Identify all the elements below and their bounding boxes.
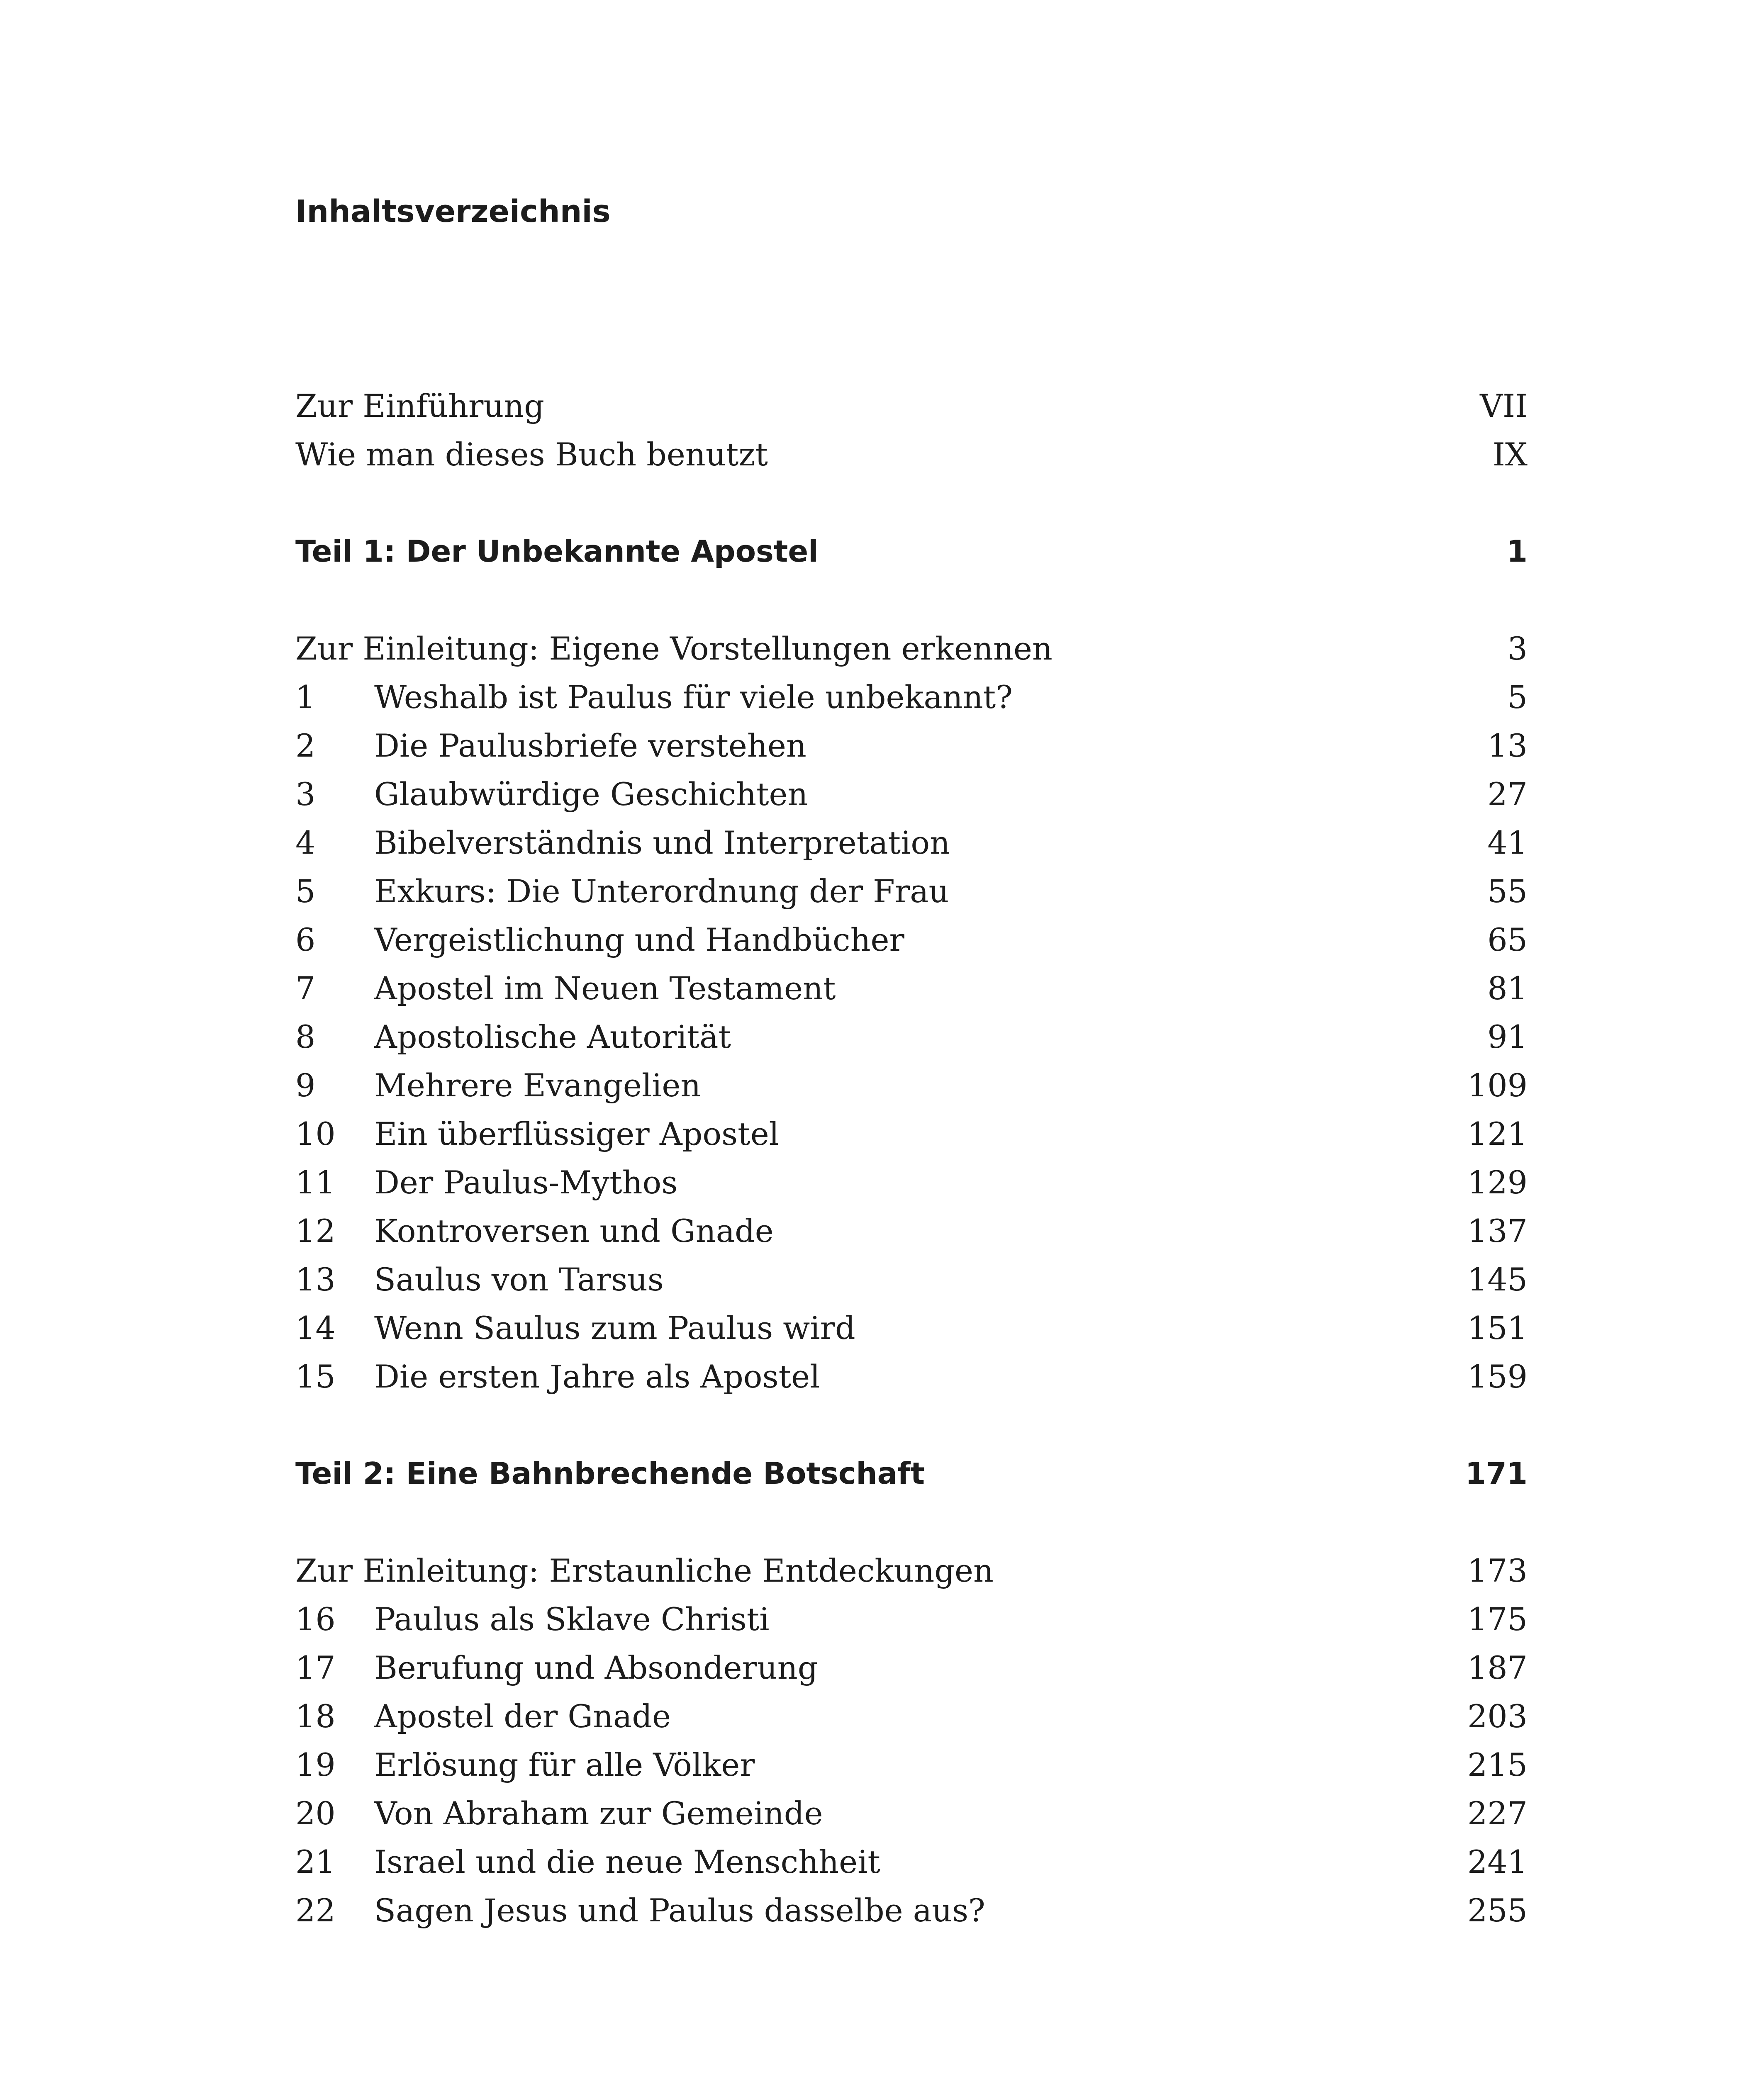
entry-page: 3: [1507, 630, 1528, 667]
chapter-number: 6: [295, 921, 316, 958]
chapter-page: 137: [1467, 1212, 1528, 1249]
chapter-title: Glaubwürdige Geschichten: [374, 776, 808, 813]
chapter-page: 27: [1487, 776, 1528, 813]
chapter-number: 18: [295, 1698, 336, 1735]
page-title: Inhaltsverzeichnis: [295, 194, 611, 229]
chapter-title: Mehrere Evangelien: [374, 1067, 701, 1104]
toc-entry-part-2-intro: [295, 1546, 1528, 1595]
chapter-number: 16: [295, 1601, 336, 1638]
chapter-title: Die Paulusbriefe verstehen: [374, 727, 806, 764]
toc-chapter-row: [295, 1352, 1528, 1401]
entry-title: Zur Einleitung: Erstaunliche Entdeckungen: [295, 1552, 994, 1589]
chapter-page: 129: [1467, 1164, 1528, 1201]
chapter-page: 151: [1467, 1310, 1528, 1346]
chapter-number: 21: [295, 1843, 336, 1880]
spacer: [295, 1498, 1528, 1546]
toc-part-2-heading: [295, 1449, 1528, 1498]
chapter-title: Ein überflüssiger Apostel: [374, 1115, 779, 1152]
part-page: 171: [1465, 1456, 1528, 1491]
toc-chapter-row: [295, 721, 1528, 770]
chapter-title: Berufung und Absonderung: [374, 1649, 818, 1686]
toc-chapter-row: [295, 1643, 1528, 1692]
chapter-title: Apostel im Neuen Testament: [374, 970, 836, 1007]
toc-chapter-row: [295, 1692, 1528, 1741]
toc-chapter-row: [295, 1838, 1528, 1886]
chapter-number: 12: [295, 1212, 336, 1249]
chapter-number: 22: [295, 1892, 336, 1929]
chapter-title: Erlösung für alle Völker: [374, 1746, 755, 1783]
chapter-title: Die ersten Jahre als Apostel: [374, 1358, 820, 1395]
toc-chapter-row: [295, 1595, 1528, 1643]
toc-chapter-row: [295, 1789, 1528, 1838]
chapter-page: 109: [1467, 1067, 1528, 1104]
table-of-contents: [295, 382, 1528, 1935]
chapter-title: Israel und die neue Menschheit: [374, 1843, 880, 1880]
toc-chapter-row: [295, 867, 1528, 915]
chapter-page: 187: [1467, 1649, 1528, 1686]
toc-chapter-row: [295, 1304, 1528, 1352]
chapter-page: 203: [1467, 1698, 1528, 1735]
chapter-number: 5: [295, 873, 316, 910]
chapter-page: 13: [1487, 727, 1528, 764]
part-page: 1: [1506, 534, 1528, 569]
entry-title: Zur Einführung: [295, 387, 544, 424]
entry-title: Wie man dieses Buch benutzt: [295, 436, 768, 473]
chapter-title: Von Abraham zur Gemeinde: [374, 1795, 823, 1832]
chapter-title: Exkurs: Die Unterordnung der Frau: [374, 873, 949, 910]
toc-chapter-row: [295, 673, 1528, 721]
part-2-chapter-list: [295, 1595, 1528, 1935]
spacer: [295, 479, 1528, 527]
chapter-title: Paulus als Sklave Christi: [374, 1601, 770, 1638]
chapter-page: 175: [1467, 1601, 1528, 1638]
toc-chapter-row: [295, 818, 1528, 867]
entry-page: 173: [1467, 1552, 1528, 1589]
toc-chapter-row: [295, 964, 1528, 1013]
spacer: [295, 576, 1528, 624]
toc-chapter-row: [295, 1061, 1528, 1110]
toc-chapter-row: [295, 1207, 1528, 1255]
chapter-page: 227: [1467, 1795, 1528, 1832]
toc-entry-part-1-intro: [295, 624, 1528, 673]
chapter-title: Apostel der Gnade: [374, 1698, 671, 1735]
chapter-number: 20: [295, 1795, 336, 1832]
chapter-number: 19: [295, 1746, 336, 1783]
chapter-number: 2: [295, 727, 316, 764]
toc-chapter-row: [295, 1013, 1528, 1061]
toc-entry-introduction: [295, 382, 1528, 430]
chapter-page: 91: [1487, 1018, 1528, 1055]
entry-page: IX: [1492, 436, 1528, 473]
toc-chapter-row: [295, 1741, 1528, 1789]
chapter-page: 159: [1467, 1358, 1528, 1395]
chapter-number: 1: [295, 679, 316, 716]
chapter-title: Weshalb ist Paulus für viele unbekannt?: [374, 679, 1013, 716]
chapter-page: 215: [1467, 1746, 1528, 1783]
toc-chapter-row: [295, 770, 1528, 818]
chapter-title: Wenn Saulus zum Paulus wird: [374, 1310, 855, 1346]
chapter-number: 13: [295, 1261, 336, 1298]
part-title: Teil 2: Eine Bahnbrechende Botschaft: [295, 1456, 925, 1491]
part-title: Teil 1: Der Unbekannte Apostel: [295, 534, 819, 569]
toc-chapter-row: [295, 1255, 1528, 1304]
part-1-chapter-list: [295, 673, 1528, 1401]
toc-chapter-row: [295, 915, 1528, 964]
spacer: [295, 1401, 1528, 1449]
entry-page: VII: [1480, 387, 1528, 424]
chapter-page: 81: [1487, 970, 1528, 1007]
toc-chapter-row: [295, 1158, 1528, 1207]
toc-chapter-row: [295, 1886, 1528, 1935]
chapter-number: 14: [295, 1310, 336, 1346]
entry-title: Zur Einleitung: Eigene Vorstellungen erkennen: [295, 630, 1053, 667]
chapter-page: 145: [1467, 1261, 1528, 1298]
chapter-page: 5: [1507, 679, 1528, 716]
chapter-title: Saulus von Tarsus: [374, 1261, 664, 1298]
chapter-title: Kontroversen und Gnade: [374, 1212, 774, 1249]
chapter-page: 55: [1487, 873, 1528, 910]
chapter-title: Vergeistlichung und Handbücher: [374, 921, 904, 958]
chapter-title: Der Paulus-Mythos: [374, 1164, 678, 1201]
chapter-title: Bibelverständnis und Interpretation: [374, 824, 950, 861]
toc-part-1-heading: [295, 527, 1528, 576]
chapter-number: 10: [295, 1115, 336, 1152]
chapter-number: 3: [295, 776, 316, 813]
chapter-page: 41: [1487, 824, 1528, 861]
chapter-number: 9: [295, 1067, 316, 1104]
chapter-number: 17: [295, 1649, 336, 1686]
chapter-title: Apostolische Autorität: [374, 1018, 731, 1055]
toc-chapter-row: [295, 1110, 1528, 1158]
chapter-page: 255: [1467, 1892, 1528, 1929]
toc-entry-how-to-use: [295, 430, 1528, 479]
chapter-page: 65: [1487, 921, 1528, 958]
chapter-number: 15: [295, 1358, 336, 1395]
chapter-number: 7: [295, 970, 316, 1007]
chapter-title: Sagen Jesus und Paulus dasselbe aus?: [374, 1892, 985, 1929]
chapter-number: 11: [295, 1164, 336, 1201]
chapter-number: 4: [295, 824, 316, 861]
chapter-number: 8: [295, 1018, 316, 1055]
chapter-page: 241: [1467, 1843, 1528, 1880]
chapter-page: 121: [1467, 1115, 1528, 1152]
